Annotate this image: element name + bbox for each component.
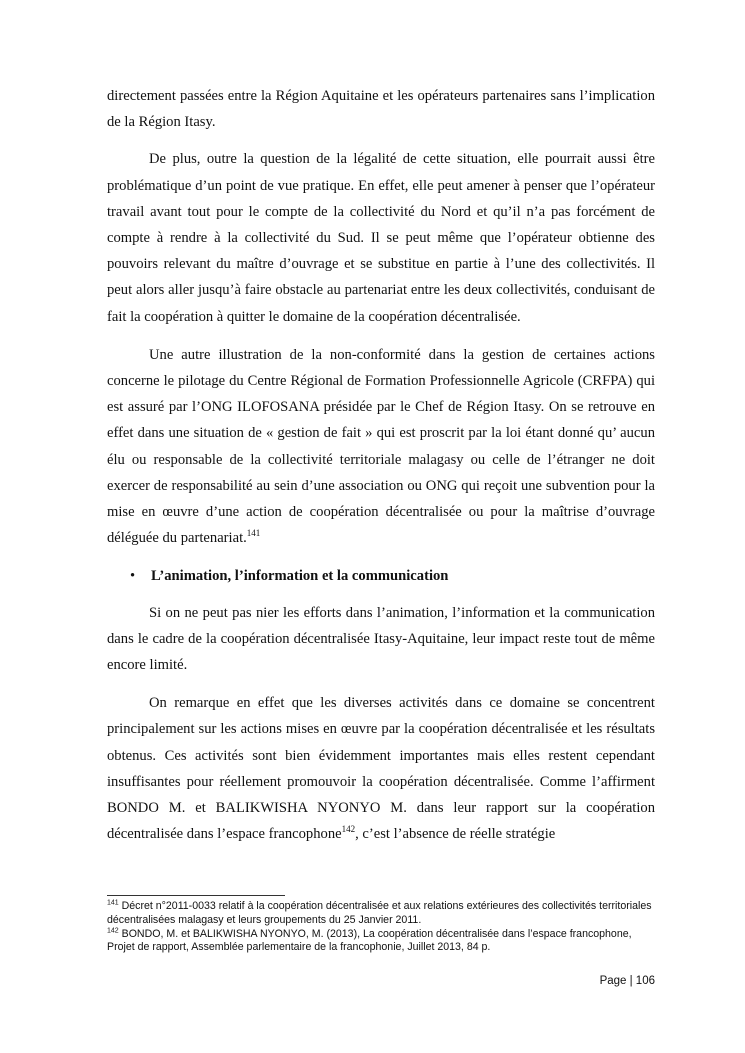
footnote-141 (107, 900, 657, 928)
section-heading (107, 563, 655, 589)
footnote-number: 141 (107, 899, 119, 907)
body-text (107, 83, 655, 859)
paragraph-1: directement passées entre la Région Aquitaine et les opérateurs partenaires sans l’implication de la Région Itasy. (107, 88, 655, 131)
footnote-text: Décret n°2011-0033 relatif à la coopération décentralisée et aux relations extérieures des collectivités territoriales décentralisées malagasy et leurs groupements du 25 Janvier 2011. (107, 900, 652, 926)
paragraph-2: De plus, outre la question de la légalité de cette situation, elle pourrait aussi être problématique d’un point de vue pratique. En effet, elle peut amener à penser que l’opérateur travail avant tout pour le compte de la collectivité du Nord et qu’il n’a pas forcément de compte à rendre à la collectivité du Sud. Il se peut même que l’opérateur obtienne des pouvoirs relevant du maître d’ouvrage et se substitue en partie à l’une des collectivités. Il peut alors aller jusqu’à faire obstacle au partenariat entre les deux collectivités, conduisant de fait la coopération à quitter le domaine de la coopération décentralisée. (107, 151, 655, 325)
page-number: Page | 106 (599, 975, 655, 987)
footnote-ref-141[interactable]: 141 (246, 528, 261, 539)
paragraph-3 (107, 342, 655, 552)
section-heading-text: L’animation, l’information et la communication (151, 568, 449, 585)
footnote-142 (107, 928, 657, 956)
paragraph-4: Si on ne peut pas nier les efforts dans l’animation, l’information et la communication dans le cadre de la coopération décentralisée Itasy-Aquitaine, leur impact reste tout de même encore limité. (107, 604, 655, 674)
bullet-icon: • (130, 568, 136, 585)
footnote-text: BONDO, M. et BALIKWISHA NYONYO, M. (2013), La coopération décentralisée dans l’espace francophone, Projet de rapport, Assemblée parlementaire de la francophonie, Juillet 2013, 84 p. (107, 927, 632, 954)
paragraph-5-text-a: On remarque en effet que les diverses activités dans ce domaine se concentrent principalement sur les actions mises en œuvre par la coopération décentralisée et les résultats obtenus. Ces activités sont bien évidemment importantes mais elles restent cependant insuffisantes pour réellement promouvoir la coopération décentralisée. Comme l’affirment BONDO M. et BALIKWISHA NYONYO M. dans leur rapport sur la coopération décentralisée dans l’espace francophone (107, 695, 655, 843)
paragraph-5-text-b: , c’est l’absence de réelle stratégie (355, 826, 556, 843)
paragraph-5 (107, 690, 655, 847)
footnote-number: 142 (107, 927, 119, 935)
paragraph-3-text: Une autre illustration de la non-conformité dans la gestion de certaines actions concerne le pilotage du Centre Régional de Formation Professionnelle Agricole (CRFPA) qui est assuré par l’ONG ILOFOSANA présidée par le Chef de Région Itasy. On se retrouve en effet dans une situation de « gestion de fait » qui est proscrit par la loi étant donné qu’ aucun élu ou responsable de la collectivité territoriale malagasy ou celle de l’étranger ne doit exercer de responsabilité au sein d’une association ou ONG qui reçoit une subvention pour la mise en œuvre d’une action de coopération décentralisée ou pour la maîtrise d’ouvrage déléguée du partenariat. (107, 346, 655, 547)
footnotes (107, 900, 657, 955)
footnote-separator (107, 895, 285, 896)
footnote-ref-142[interactable]: 142 (341, 824, 356, 835)
